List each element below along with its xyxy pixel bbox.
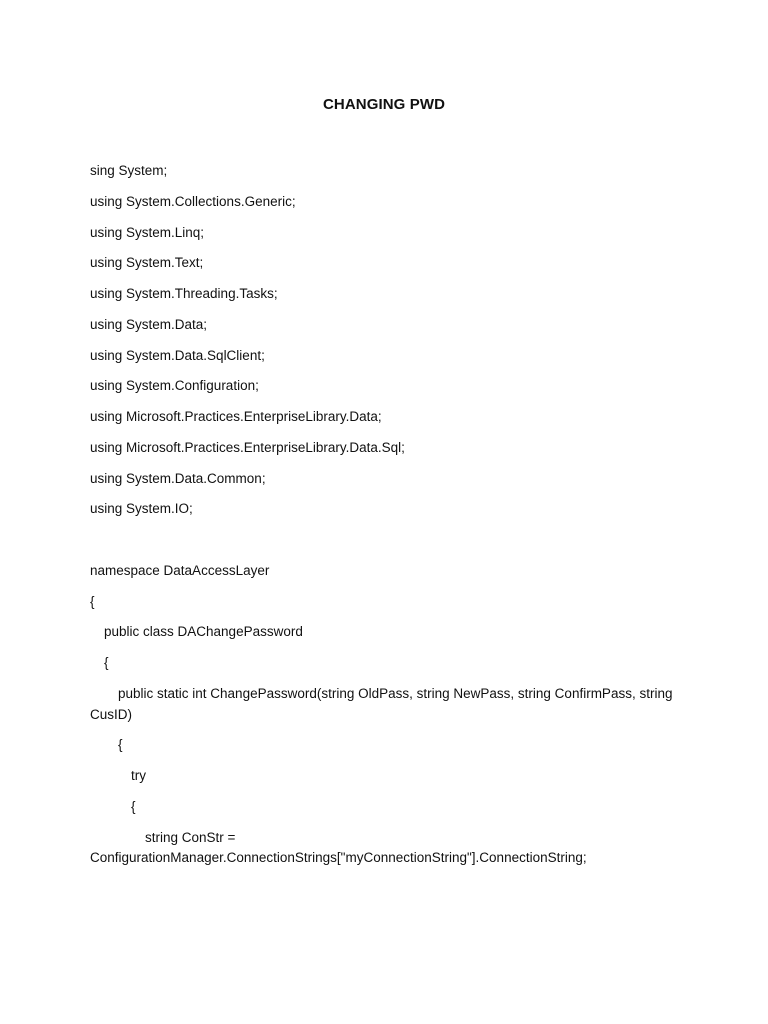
code-line: { (90, 594, 95, 609)
document-title: CHANGING PWD (322, 96, 446, 113)
code-line: using System.Configuration; (90, 378, 259, 393)
code-line: using System.Linq; (90, 225, 205, 240)
code-line: { (104, 655, 109, 670)
code-line: using System.Text; (90, 255, 204, 270)
code-line: using Microsoft.Practices.EnterpriseLibrary.Data.Sql; (90, 440, 405, 455)
code-line: using System.IO; (90, 501, 193, 516)
code-line: namespace DataAccessLayer (90, 563, 270, 578)
code-line: { (131, 799, 136, 814)
code-line: { (118, 737, 123, 752)
code-line: using System.Threading.Tasks; (90, 286, 278, 301)
code-line: try (131, 768, 146, 783)
code-line: CusID) (90, 707, 133, 722)
code-line: using System.Collections.Generic; (90, 194, 296, 209)
code-line: string ConStr = (145, 830, 236, 845)
code-line: using Microsoft.Practices.EnterpriseLibrary.Data; (90, 409, 382, 424)
code-line: sing System; (90, 163, 168, 178)
code-line: public static int ChangePassword(string OldPass, string NewPass, string ConfirmPass, string (118, 686, 673, 701)
code-line: using System.Data.SqlClient; (90, 348, 265, 363)
code-line: ConfigurationManager.ConnectionStrings["myConnectionString"].ConnectionString; (90, 850, 587, 865)
code-line: using System.Data; (90, 317, 208, 332)
code-line: public class DAChangePassword (104, 624, 303, 639)
code-line: using System.Data.Common; (90, 471, 266, 486)
